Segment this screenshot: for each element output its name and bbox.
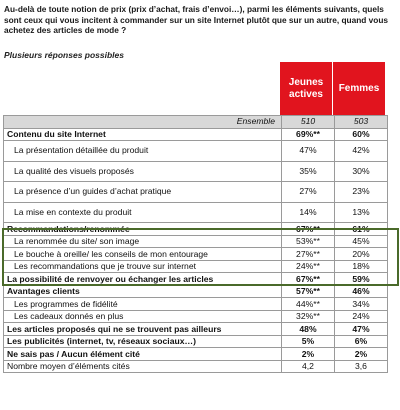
row-value-femmes: 20%: [335, 248, 388, 261]
ensemble-row: [4, 116, 388, 129]
table-row: [4, 285, 388, 298]
row-label: La possibilité de renvoyer ou échanger les articles: [4, 273, 282, 286]
row-label: Les articles proposés qui ne se trouvent pas ailleurs: [4, 323, 282, 336]
row-value-femmes: 42%: [335, 141, 388, 162]
row-value-jeunes-actives: 14%: [282, 202, 335, 223]
table-row: [4, 310, 388, 323]
row-value-femmes: 23%: [335, 182, 388, 203]
results-table: [3, 115, 388, 373]
row-value-femmes: 24%: [335, 310, 388, 323]
row-value-jeunes-actives: 27%**: [282, 248, 335, 261]
row-value-jeunes-actives: 35%: [282, 161, 335, 182]
row-value-femmes: 13%: [335, 202, 388, 223]
table-row: [4, 223, 388, 236]
row-value-jeunes-actives: 27%: [282, 182, 335, 203]
row-value-femmes: 46%: [335, 285, 388, 298]
row-label: Les publicités (internet, tv, réseaux sociaux…): [4, 335, 282, 348]
row-value-femmes: 45%: [335, 235, 388, 248]
row-label: La présence d’un guides d’achat pratique: [4, 182, 282, 203]
row-label: Contenu du site Internet: [4, 128, 282, 141]
row-value-jeunes-actives: 24%**: [282, 260, 335, 273]
table-row: [4, 323, 388, 336]
row-value-femmes: 6%: [335, 335, 388, 348]
multiple-answers-note: Plusieurs réponses possibles: [4, 50, 124, 60]
row-value-jeunes-actives: 4,2: [282, 360, 335, 373]
row-value-jeunes-actives: 67%**: [282, 223, 335, 236]
row-value-jeunes-actives: 47%: [282, 141, 335, 162]
ensemble-value-jeunes-actives: 510: [282, 116, 335, 129]
row-value-jeunes-actives: 32%**: [282, 310, 335, 323]
row-label: La renommée du site/ son image: [4, 235, 282, 248]
row-value-femmes: 18%: [335, 260, 388, 273]
survey-question: Au-delà de toute notion de prix (prix d’achat, frais d’envoi…), parmi les éléments suivants, quels sont ceux qui vous incitent à commander sur un site Internet plutôt que sur un autre, quand vous achetez des articles de mode ?: [4, 4, 389, 36]
row-value-jeunes-actives: 67%**: [282, 273, 335, 286]
table-row: [4, 360, 388, 373]
row-label: Les recommandations que je trouve sur internet: [4, 260, 282, 273]
row-value-femmes: 3,6: [335, 360, 388, 373]
table-row: [4, 348, 388, 361]
table-row: [4, 128, 388, 141]
ensemble-value-femmes: 503: [335, 116, 388, 129]
table-row: [4, 235, 388, 248]
table-row: [4, 335, 388, 348]
table-row: [4, 141, 388, 162]
row-label: Ne sais pas / Aucun élément cité: [4, 348, 282, 361]
table-row: [4, 202, 388, 223]
table-row: [4, 260, 388, 273]
row-value-femmes: 30%: [335, 161, 388, 182]
row-label: Nombre moyen d’éléments cités: [4, 360, 282, 373]
row-value-femmes: 59%: [335, 273, 388, 286]
row-label: Les programmes de fidélité: [4, 298, 282, 311]
row-value-femmes: 34%: [335, 298, 388, 311]
row-value-jeunes-actives: 44%**: [282, 298, 335, 311]
row-label: La mise en contexte du produit: [4, 202, 282, 223]
ensemble-label: Ensemble: [4, 116, 282, 129]
row-value-jeunes-actives: 5%: [282, 335, 335, 348]
row-value-femmes: 61%: [335, 223, 388, 236]
column-header-jeunes-actives: Jeunes actives: [280, 62, 332, 115]
table-row: [4, 248, 388, 261]
row-label: Le bouche à oreille/ les conseils de mon entourage: [4, 248, 282, 261]
row-value-femmes: 47%: [335, 323, 388, 336]
table-row: [4, 161, 388, 182]
row-value-femmes: 2%: [335, 348, 388, 361]
row-value-jeunes-actives: 69%**: [282, 128, 335, 141]
row-value-jeunes-actives: 57%**: [282, 285, 335, 298]
row-label: La qualité des visuels proposés: [4, 161, 282, 182]
row-value-jeunes-actives: 2%: [282, 348, 335, 361]
row-value-jeunes-actives: 53%**: [282, 235, 335, 248]
row-label: La présentation détaillée du produit: [4, 141, 282, 162]
row-label: Avantages clients: [4, 285, 282, 298]
row-label: Recommandations/renommée: [4, 223, 282, 236]
table-row: [4, 298, 388, 311]
row-value-jeunes-actives: 48%: [282, 323, 335, 336]
table-row: [4, 273, 388, 286]
column-header-femmes: Femmes: [333, 62, 385, 115]
row-value-femmes: 60%: [335, 128, 388, 141]
table-row: [4, 182, 388, 203]
row-label: Les cadeaux donnés en plus: [4, 310, 282, 323]
